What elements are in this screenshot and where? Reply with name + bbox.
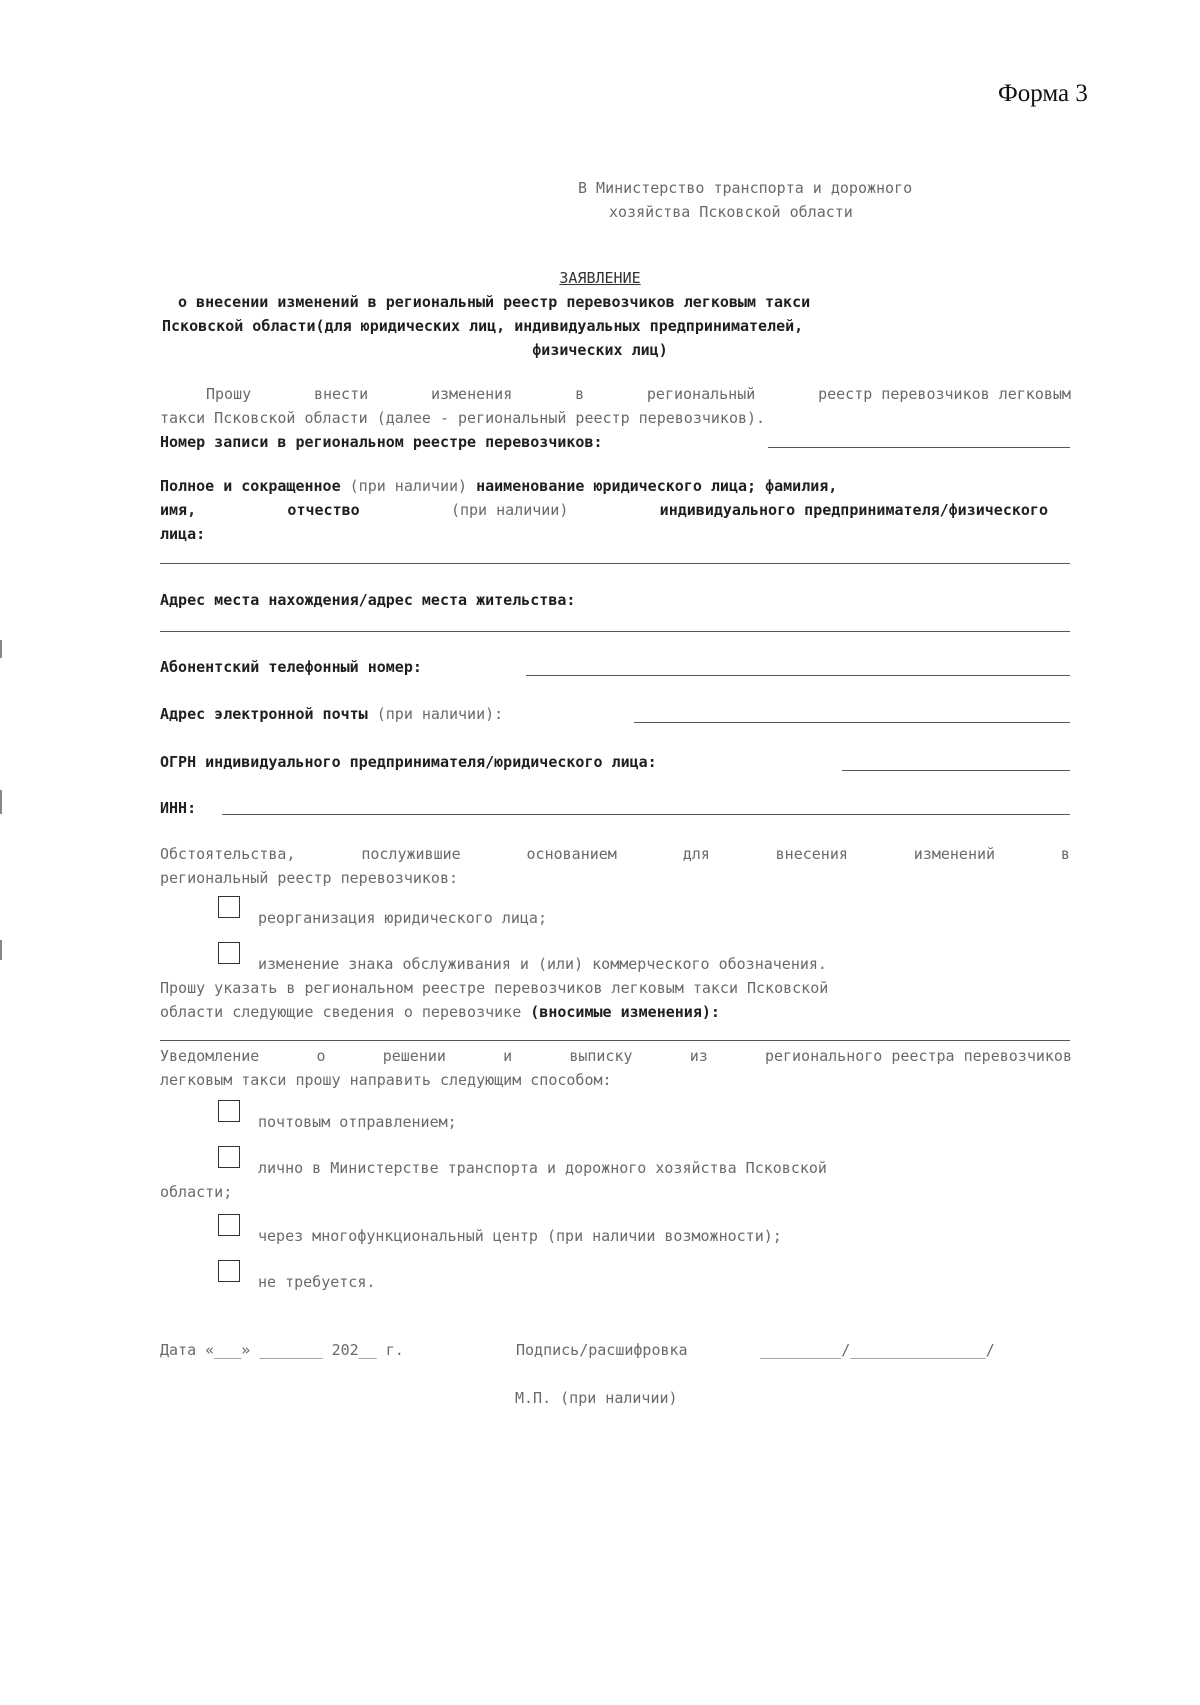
word: изменения	[430, 385, 513, 403]
word: внести	[313, 385, 369, 403]
request-text: области следующие сведения о перевозчике	[160, 1003, 522, 1021]
word: реестр перевозчиков легковым	[818, 385, 1071, 403]
name-label-part: индивидуального предпринимателя/физического	[659, 501, 1048, 519]
word: регионального реестра перевозчиков	[764, 1047, 1072, 1065]
word: основанием	[526, 845, 617, 863]
word: Уведомление	[160, 1047, 260, 1065]
name-label-part: Полное и сокращенное	[160, 477, 341, 495]
address-field[interactable]	[160, 631, 1070, 632]
word: решении	[382, 1047, 446, 1065]
in-person-checkbox[interactable]	[218, 1146, 240, 1168]
scan-edge-mark	[0, 640, 2, 658]
word: в	[1060, 845, 1070, 863]
word: региональный	[646, 385, 756, 403]
phone-label: Абонентский телефонный номер:	[160, 658, 422, 676]
signature-field[interactable]: _________/_______________/	[760, 1341, 995, 1359]
date-field[interactable]: Дата «___» _______ 202__ г.	[160, 1341, 404, 1359]
email-label-part: Адрес электронной почты	[160, 705, 368, 723]
address-label: Адрес места нахождения/адрес места жительства:	[160, 591, 576, 609]
ogrn-label: ОГРН индивидуального предпринимателя/юридического лица:	[160, 753, 657, 771]
name-label-line-1	[160, 474, 837, 498]
word: о	[316, 1047, 326, 1065]
intro-line-2: такси Псковской области (далее - региональный реестр перевозчиков).	[160, 409, 766, 427]
document-title: ЗАЯВЛЕНИЕ	[559, 269, 641, 287]
not-required-option-label: не требуется.	[258, 1273, 376, 1291]
ogrn-field[interactable]	[842, 770, 1070, 771]
mfc-checkbox[interactable]	[218, 1214, 240, 1236]
word: изменений	[913, 845, 996, 863]
in-person-option-line-1: лично в Министерстве транспорта и дорожного хозяйства Псковской	[258, 1159, 827, 1177]
delivery-line-1	[160, 1044, 1072, 1068]
scan-edge-mark	[0, 940, 2, 960]
word: Прошу	[206, 385, 252, 403]
form-number-label: Форма 3	[998, 80, 1088, 107]
inn-field[interactable]	[222, 814, 1070, 815]
reorganization-checkbox[interactable]	[218, 896, 240, 918]
mail-option-label: почтовым отправлением;	[258, 1113, 457, 1131]
name-label-part: (при наличии)	[349, 477, 468, 495]
word: Обстоятельства,	[160, 845, 296, 863]
mail-checkbox[interactable]	[218, 1100, 240, 1122]
name-label-part: (при наличии)	[450, 501, 569, 519]
name-label-line-2	[160, 498, 1048, 522]
name-label-part: отчество	[287, 501, 360, 519]
name-label-part: наименование юридического лица; фамилия,	[476, 477, 838, 495]
circumstances-line-1	[160, 842, 1070, 866]
delivery-line-2: легковым такси прошу направить следующим способом:	[160, 1071, 612, 1089]
heading-line-3: физических лиц)	[532, 341, 668, 359]
word: выписку	[569, 1047, 633, 1065]
request-bold-text: (вносимые изменения):	[530, 1003, 720, 1021]
changes-field[interactable]	[160, 1040, 1070, 1041]
word: послужившие	[361, 845, 461, 863]
in-person-option-line-2: области;	[160, 1183, 233, 1201]
record-number-field[interactable]	[768, 447, 1070, 448]
heading-line-1: о внесении изменений в региональный реестр перевозчиков легковым такси	[178, 293, 811, 311]
circumstances-line-2: региональный реестр перевозчиков:	[160, 869, 459, 887]
email-label-part: (при наличии):	[376, 705, 504, 723]
service-mark-change-label: изменение знака обслуживания и (или) коммерческого обозначения.	[258, 955, 827, 973]
phone-field[interactable]	[526, 675, 1070, 676]
name-label-part: имя,	[160, 501, 197, 519]
not-required-checkbox[interactable]	[218, 1260, 240, 1282]
word: в	[575, 385, 585, 403]
name-field[interactable]	[160, 563, 1070, 564]
word: и	[503, 1047, 513, 1065]
request-line-1: Прошу указать в региональном реестре перевозчиков легковым такси Псковской	[160, 979, 829, 997]
email-label	[160, 702, 503, 726]
addressee-line-2: хозяйства Псковской области	[609, 203, 853, 221]
word: внесения	[775, 845, 848, 863]
inn-label: ИНН:	[160, 799, 197, 817]
scan-edge-mark	[0, 790, 2, 814]
word: для	[682, 845, 710, 863]
word: из	[689, 1047, 708, 1065]
heading-line-2: Псковской области(для юридических лиц, индивидуальных предпринимателей,	[162, 317, 804, 335]
intro-line-1	[206, 382, 1071, 406]
signature-label: Подпись/расшифровка	[516, 1341, 688, 1359]
addressee-line-1: В Министерство транспорта и дорожного	[578, 179, 913, 197]
service-mark-change-checkbox[interactable]	[218, 942, 240, 964]
name-label-line-3: лица:	[160, 525, 206, 543]
email-field[interactable]	[634, 722, 1070, 723]
reorganization-label: реорганизация юридического лица;	[258, 909, 547, 927]
stamp-note: М.П. (при наличии)	[515, 1389, 678, 1407]
record-number-label: Номер записи в региональном реестре перевозчиков:	[160, 433, 603, 451]
request-line-2	[160, 1000, 720, 1024]
mfc-option-label: через многофункциональный центр (при наличии возможности);	[258, 1227, 782, 1245]
